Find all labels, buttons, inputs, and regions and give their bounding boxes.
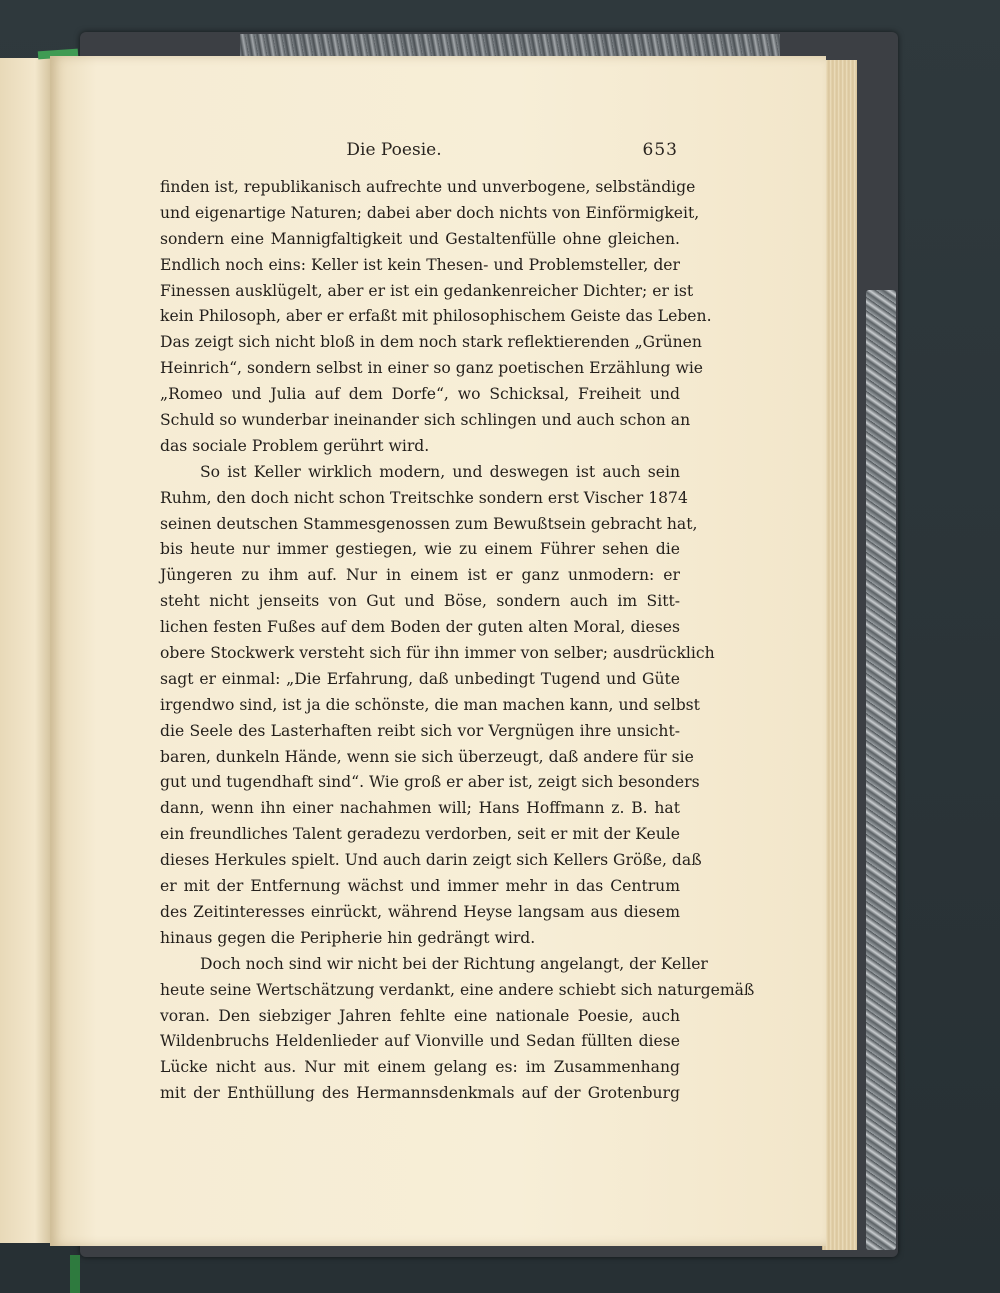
text-line: irgendwo sind, ist ja die schönste, die man machen kann, und selbst — [160, 695, 700, 714]
page-number: 653 — [642, 140, 678, 160]
text-line: voran. Den siebziger Jahren fehlte eine nationale Poesie, auch — [160, 1006, 680, 1025]
text-line: Heinrich“, sondern selbst in einer so ganz poetischen Erzählung wie — [160, 359, 704, 378]
text-line: lichen festen Fußes auf dem Boden der guten alten Moral, dieses — [160, 618, 680, 637]
text-line: mit der Enthüllung des Hermannsdenkmals auf der Grotenburg — [160, 1084, 680, 1103]
text-line: „Romeo und Julia auf dem Dorfe“, wo Schicksal, Freiheit und — [160, 385, 680, 404]
text-line: gut und tugendhaft sind“. Wie groß er aber ist, zeigt sich besonders — [160, 773, 700, 792]
paragraph — [160, 460, 715, 952]
text-line: sagt er einmal: „Die Erfahrung, daß unbedingt Tugend und Güte — [160, 669, 680, 688]
text-line: des Zeitinteresses einrückt, während Heyse langsam aus diesem — [160, 902, 680, 921]
text-line: kein Philosoph, aber er erfaßt mit philosophischem Geiste das Leben. — [160, 307, 712, 326]
marbled-cover-edge — [866, 290, 896, 1250]
text-line: obere Stockwerk versteht sich für ihn immer von selber; ausdrücklich — [160, 644, 715, 663]
text-line: er mit der Entfernung wächst und immer mehr in das Centrum — [160, 877, 680, 896]
text-line: Schuld so wunderbar ineinander sich schlingen und auch schon an — [160, 411, 691, 430]
text-line: baren, dunkeln Hände, wenn sie sich überzeugt, daß andere für sie — [160, 747, 694, 766]
text-line: sondern eine Mannigfaltigkeit und Gestaltenfülle ohne gleichen. — [160, 229, 680, 248]
text-line: Doch noch sind wir nicht bei der Richtung angelangt, der Keller — [200, 954, 708, 973]
running-head — [110, 140, 678, 166]
paragraph — [160, 175, 712, 460]
text-line: steht nicht jenseits von Gut und Böse, sondern auch im Sitt- — [160, 592, 680, 611]
text-line: Lücke nicht aus. Nur mit einem gelang es: im Zusammenhang — [160, 1058, 680, 1077]
text-line: das sociale Problem gerührt wird. — [160, 436, 430, 455]
text-line: dieses Herkules spielt. Und auch darin zeigt sich Kellers Größe, daß — [160, 851, 702, 870]
text-line: Endlich noch eins: Keller ist kein Thesen- und Problemsteller, der — [160, 255, 680, 274]
facing-page-edge — [0, 58, 51, 1243]
text-line: Ruhm, den doch nicht schon Treitschke sondern erst Vischer 1874 — [160, 488, 688, 507]
text-line: finden ist, republikanisch aufrechte und unverbogene, selbständige — [160, 178, 696, 196]
text-line: So ist Keller wirklich modern, und deswegen ist auch sein — [200, 462, 680, 481]
text-line: heute seine Wertschätzung verdankt, eine andere schiebt sich naturgemäß — [160, 980, 755, 999]
text-line: die Seele des Lasterhaften reibt sich vor Vergnügen ihre unsicht- — [160, 721, 680, 740]
bookmark-ribbon-tail — [70, 1255, 80, 1293]
page-block-edges — [822, 60, 857, 1250]
text-line: bis heute nur immer gestiegen, wie zu einem Führer sehen die — [160, 540, 680, 559]
text-line: und eigenartige Naturen; dabei aber doch nichts von Einförmigkeit, — [160, 203, 700, 222]
text-line: dann, wenn ihn einer nachahmen will; Hans Hoffmann z. B. hat — [160, 799, 680, 818]
text-line: ein freundliches Talent geradezu verdorben, seit er mit der Keule — [160, 825, 680, 844]
cover-decoration-top — [240, 34, 780, 56]
text-line: Jüngeren zu ihm auf. Nur in einem ist er ganz unmodern: er — [160, 566, 680, 585]
paragraph — [160, 952, 755, 1107]
text-line: Das zeigt sich nicht bloß in dem noch stark reflektierenden „Grünen — [160, 333, 702, 352]
text-line: Wildenbruchs Heldenlieder auf Vionville und Sedan füllten diese — [160, 1032, 680, 1051]
text-line: Finessen ausklügelt, aber er ist ein gedankenreicher Dichter; er ist — [160, 281, 694, 300]
text-line: hinaus gegen die Peripherie hin gedrängt wird. — [160, 928, 536, 947]
body-text — [160, 175, 755, 1107]
running-title: Die Poesie. — [346, 140, 442, 160]
text-line: seinen deutschen Stammesgenossen zum Bewußtsein gebracht hat, — [160, 514, 698, 533]
